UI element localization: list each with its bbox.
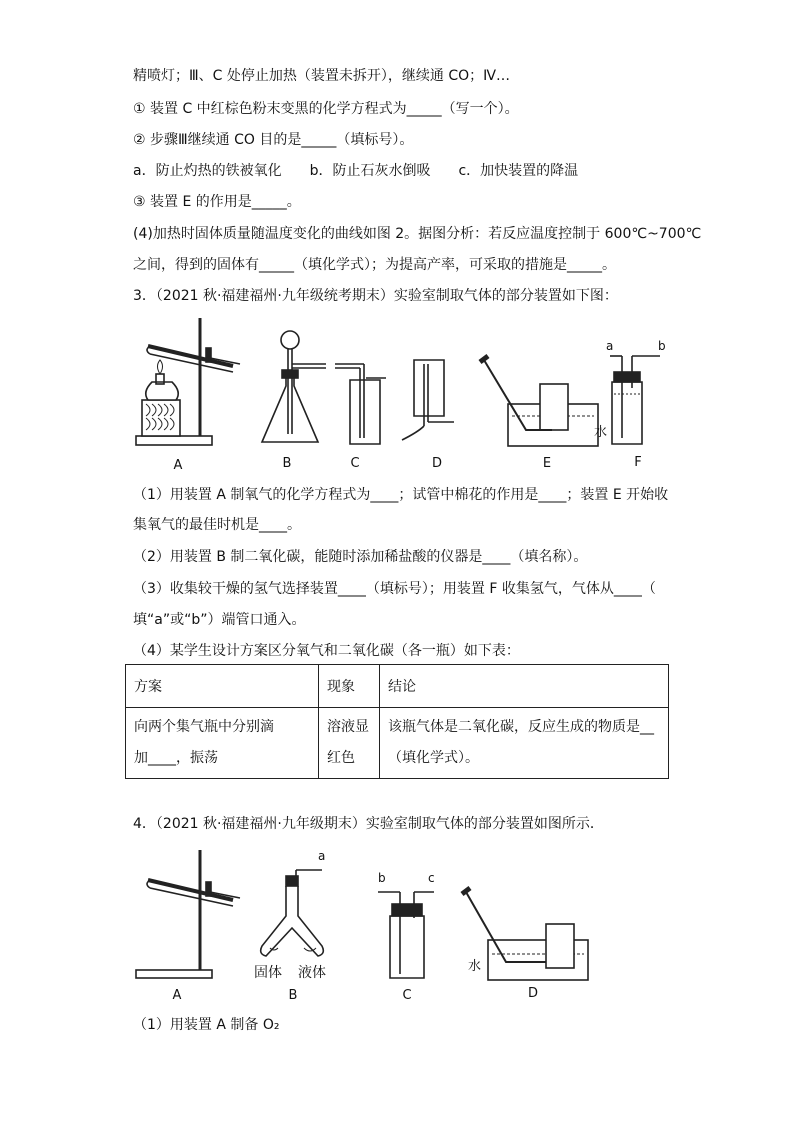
apparatus-e-water-label: 水 [594, 425, 608, 440]
table-cell-phenomenon-line-2: 红色 [327, 750, 355, 766]
apparatus-b-drawing [262, 331, 326, 442]
q3-label-a: A [173, 458, 183, 473]
q4-apparatus-figure [128, 846, 598, 982]
q4-apparatus-a-drawing [136, 850, 240, 978]
text-line-1: 精喷灯；Ⅲ、C 处停止加热（装置未拆开），继续通 CO；Ⅳ… [133, 68, 511, 84]
q4-apparatus-b-drawing [261, 870, 324, 956]
q3-part-1-line-2: 集氧气的最佳时机是____。 [133, 517, 301, 533]
apparatus-f-tube-b-label: b [658, 339, 666, 353]
q3-label-b: B [282, 456, 292, 471]
table-cell-plan-line-2: 加____，振荡 [134, 750, 218, 766]
table-header-plan: 方案 [126, 665, 319, 708]
table-cell-conclusion-line-2: （填化学式）。 [388, 750, 479, 766]
table-header-phenomenon: 现象 [319, 665, 380, 708]
text-line-6: (4)加热时固体质量随温度变化的曲线如图 2。据图分析：若反应温度控制于 600℃~700℃ [133, 226, 702, 242]
table-cell-plan [126, 708, 319, 779]
q4-part-1: （1）用装置 A 制备 O₂ [133, 1017, 280, 1033]
q3-part-2: （2）用装置 B 制二氧化碳，能随时添加稀盐酸的仪器是____（填名称）。 [133, 549, 588, 565]
apparatus-f-drawing [610, 356, 660, 444]
q3-label-f: F [634, 455, 642, 470]
text-line-3: ② 步骤Ⅲ继续通 CO 目的是_____（填标号）。 [133, 132, 414, 148]
q4-b-liquid-label: 液体 [298, 965, 326, 981]
table-cell-conclusion-line-1: 该瓶气体是二氧化碳，反应生成的物质是__ [388, 719, 654, 735]
q3-part-1-line-1: （1）用装置 A 制氧气的化学方程式为____；试管中棉花的作用是____；装置 E 开始收 [133, 487, 669, 503]
q4-label-c: C [402, 988, 412, 1003]
table-cell-phenomenon [319, 708, 380, 779]
table-cell-conclusion [380, 708, 669, 779]
apparatus-a-drawing [136, 318, 240, 445]
q3-part-3-line-1: （3）收集较干燥的氢气选择装置____（填标号）；用装置 F 收集氢气，气体从____（ [133, 581, 656, 597]
q4-label-b: B [288, 988, 298, 1003]
text-line-5: ③ 装置 E 的作用是_____。 [133, 194, 301, 210]
q3-part-3-line-2: 填“a”或“b”）端管口通入。 [133, 612, 306, 628]
q4-tube-b-label: b [378, 871, 386, 885]
question-4-title: 4．（2021 秋·福建福州·九年级期末）实验室制取气体的部分装置如图所示． [133, 816, 604, 832]
q4-b-solid-label: 固体 [254, 965, 282, 981]
apparatus-f-tube-a-label: a [606, 339, 614, 353]
apparatus-e-drawing [480, 356, 598, 446]
table-cell-plan-line-1: 向两个集气瓶中分别滴 [134, 719, 274, 735]
q3-part-4: （4）某学生设计方案区分氧气和二氧化碳（各一瓶）如下表： [133, 643, 520, 659]
q3-label-c: C [350, 456, 360, 471]
apparatus-d-drawing [402, 360, 454, 440]
text-line-2: ① 装置 C 中红棕色粉末变黑的化学方程式为_____（写一个）。 [133, 101, 519, 117]
q4-label-d: D [527, 986, 538, 1001]
table-cell-phenomenon-line-1: 溶液显 [327, 719, 369, 735]
text-line-4: a．防止灼热的铁被氧化 b．防止石灰水倒吸 c．加快装置的降温 [133, 163, 579, 179]
question-3-title: 3．（2021 秋·福建福州·九年级统考期末）实验室制取气体的部分装置如下图： [133, 288, 618, 304]
q3-label-e: E [542, 456, 552, 471]
q4-d-water-label: 水 [468, 959, 482, 974]
q3-table [125, 664, 669, 779]
q3-apparatus-figure [128, 318, 688, 458]
table-header-conclusion: 结论 [380, 665, 669, 708]
apparatus-c-drawing [335, 364, 386, 444]
q4-apparatus-c-drawing [378, 892, 434, 978]
q4-label-a: A [172, 988, 182, 1003]
q3-label-d: D [431, 456, 442, 471]
q4-tube-c-label: c [428, 871, 435, 885]
text-line-7: 之间，得到的固体有_____（填化学式）；为提高产率，可采取的措施是_____。 [133, 257, 616, 273]
q4-tube-a-label: a [318, 849, 326, 863]
